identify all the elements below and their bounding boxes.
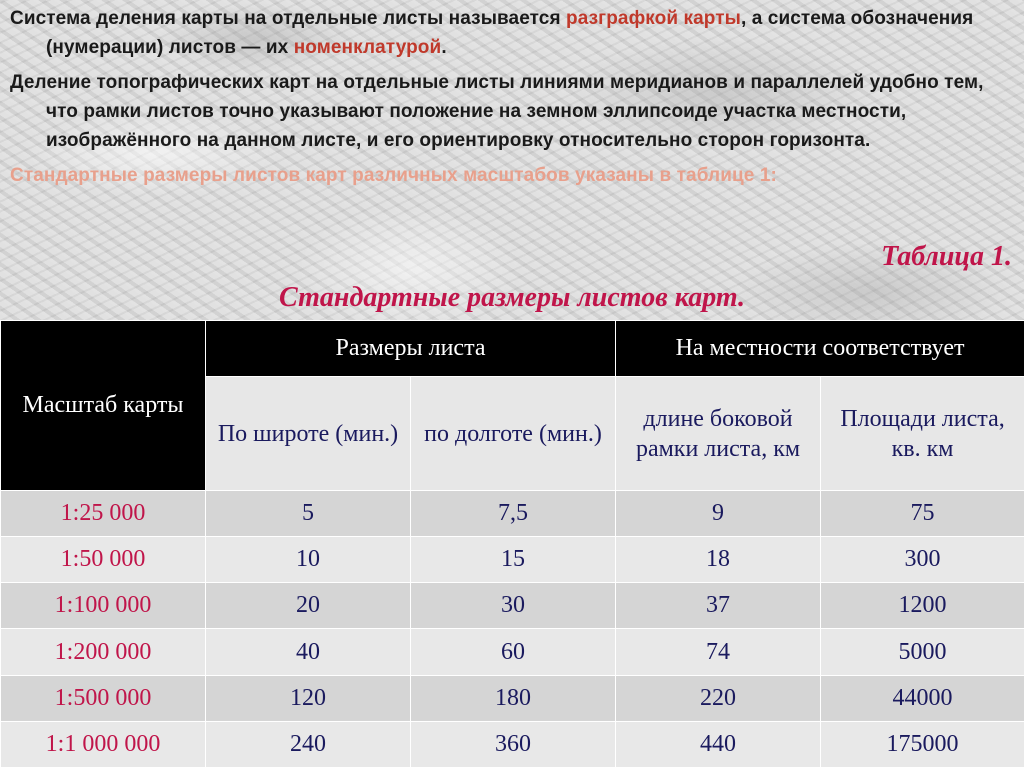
cell-side: 9 bbox=[616, 491, 821, 537]
cell-lat: 120 bbox=[206, 675, 411, 721]
cell-scale: 1:1 000 000 bbox=[1, 721, 206, 767]
cell-lat: 40 bbox=[206, 629, 411, 675]
cell-lon: 360 bbox=[411, 721, 616, 767]
cell-lat: 10 bbox=[206, 537, 411, 583]
paragraph-meridians: Деление топографических карт на отдельные листы линиями меридианов и параллелей удобно тем, что рамки листов точно указывают положение на земном эллипсоиде участка местности, изображённого на данном листе, и его ориентировку относительно сторон горизонта. bbox=[10, 72, 984, 151]
cell-side: 37 bbox=[616, 583, 821, 629]
intro-text bbox=[10, 4, 1014, 190]
cell-scale: 1:200 000 bbox=[1, 629, 206, 675]
p1-text-1: Система деления карты на отдельные листы называется bbox=[10, 8, 567, 29]
cell-area: 175000 bbox=[821, 721, 1024, 767]
p1-text-2: , а система обозначения (нумерации) листов — их bbox=[46, 8, 974, 58]
header-lat: По широте (мин.) bbox=[206, 377, 411, 491]
p1-text-3: . bbox=[441, 37, 447, 58]
cell-side: 74 bbox=[616, 629, 821, 675]
table-row bbox=[1, 675, 1024, 721]
cell-area: 75 bbox=[821, 491, 1024, 537]
cell-area: 1200 bbox=[821, 583, 1024, 629]
cell-area: 5000 bbox=[821, 629, 1024, 675]
paragraph-standard-sizes: Стандартные размеры листов карт различных масштабов указаны в таблице 1: bbox=[10, 165, 777, 186]
cell-scale: 1:50 000 bbox=[1, 537, 206, 583]
sheet-sizes-table bbox=[0, 320, 1024, 768]
header-sheet-size: Размеры листа bbox=[206, 321, 616, 377]
header-side: длине боковой рамки листа, км bbox=[616, 377, 821, 491]
term-nomenclature: номенклатурой bbox=[293, 37, 442, 58]
term-razgrafka: разграфкой карты bbox=[566, 8, 741, 29]
cell-scale: 1:500 000 bbox=[1, 675, 206, 721]
cell-side: 220 bbox=[616, 675, 821, 721]
table-header-row bbox=[1, 321, 1024, 377]
cell-lat: 5 bbox=[206, 491, 411, 537]
cell-lon: 15 bbox=[411, 537, 616, 583]
cell-side: 18 bbox=[616, 537, 821, 583]
header-scale: Масштаб карты bbox=[1, 321, 206, 491]
table-row bbox=[1, 629, 1024, 675]
table-row bbox=[1, 491, 1024, 537]
cell-lon: 7,5 bbox=[411, 491, 616, 537]
cell-lon: 180 bbox=[411, 675, 616, 721]
header-lon: по долготе (мин.) bbox=[411, 377, 616, 491]
cell-lat: 20 bbox=[206, 583, 411, 629]
header-terrain: На местности соответствует bbox=[616, 321, 1024, 377]
paragraph-division-system bbox=[10, 4, 1014, 62]
cell-lat: 240 bbox=[206, 721, 411, 767]
cell-side: 440 bbox=[616, 721, 821, 767]
table-number: Таблица 1. bbox=[881, 241, 1012, 272]
table-title: Стандартные размеры листов карт. bbox=[279, 282, 745, 313]
table-row bbox=[1, 721, 1024, 767]
header-area: Площади листа, кв. км bbox=[821, 377, 1024, 491]
cell-scale: 1:25 000 bbox=[1, 491, 206, 537]
cell-lon: 30 bbox=[411, 583, 616, 629]
table-row bbox=[1, 583, 1024, 629]
cell-lon: 60 bbox=[411, 629, 616, 675]
cell-area: 300 bbox=[821, 537, 1024, 583]
cell-area: 44000 bbox=[821, 675, 1024, 721]
cell-scale: 1:100 000 bbox=[1, 583, 206, 629]
table-row bbox=[1, 537, 1024, 583]
